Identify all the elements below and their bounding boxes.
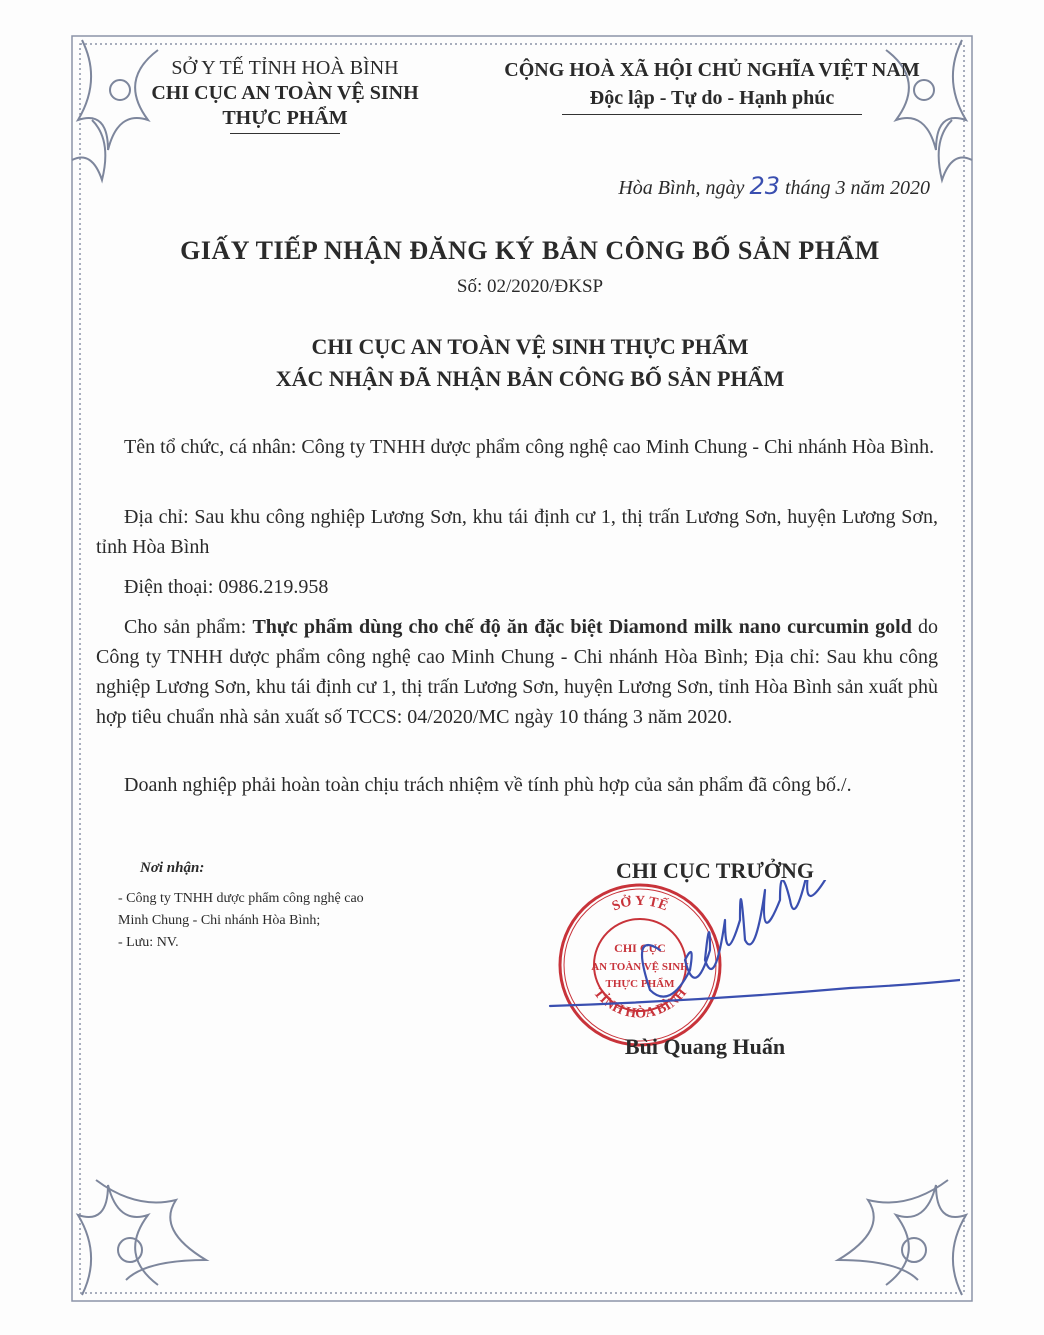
issuer-parent: SỞ Y TẾ TỈNH HOÀ BÌNH [171,57,399,79]
recipient-item: - Lưu: NV. [118,935,179,950]
stamp-center-line3: THỰC PHẨM [605,978,675,990]
product-name: Thực phẩm dùng cho chế độ ăn đặc biệt Diamond milk nano curcumin gold [252,616,912,638]
responsibility-text: Doanh nghiệp phải hoàn toàn chịu trách nhiệm về tính phù hợp của sản phẩm đã công bố./. [124,774,852,796]
product-details: do Công ty TNHH dược phẩm công nghệ cao Minh Chung - Chi nhánh Hòa Bình; Địa chỉ: Sau khu công nghiệp Lương Sơn, khu tái định cư 1, thị trấn Lương Sơn, huyện Lương Sơn, tỉnh Hòa Bình sản xuất phù hợp tiêu chuẩn nhà sản xuất số TCCS: 04/2020/MC ngày 10 tháng 3 năm 2020. [96,616,939,728]
recipient-item: Minh Chung - Chi nhánh Hòa Bình; [118,913,321,928]
corner-ornament-bottom-right [838,1180,966,1295]
motto: Độc lập - Tự do - Hạnh phúc [589,87,835,109]
issue-date [470,172,930,200]
issuer-name-line2: THỰC PHẨM [222,107,348,129]
responsibility-paragraph [96,770,938,800]
stamp-ring-top: SỞ Y TẾ [610,893,670,915]
national-motto-block [462,56,962,115]
date-prefix: Hòa Bình, ngày [618,177,745,199]
stamp-ring-bottom: TỈNH HÒA BÌNH [590,985,690,1022]
address-text: Địa chỉ: Sau khu công nghiệp Lương Sơn, khu tái định cư 1, thị trấn Lương Sơn, huyện Lương Sơn, tỉnh Hòa Bình [96,506,938,558]
org-paragraph [96,432,938,462]
issuer-block [120,56,450,134]
recipient-item: - Công ty TNHH dược phẩm công nghệ cao [118,891,364,906]
date-year: 2020 [890,177,930,199]
stamp-center-line1: CHI CỤC [614,941,666,955]
date-month-label: tháng [784,177,831,199]
corner-ornament-bottom-left [78,1180,206,1295]
date-year-label: năm [850,177,885,199]
date-day: 23 [749,172,780,200]
document-number: Số: 02/2020/ĐKSP [456,276,604,297]
issuer-underline [230,133,340,134]
phone-text: Điện thoại: 0986.219.958 [124,576,329,598]
product-prefix: Cho sản phẩm: [124,616,253,638]
handwritten-signature [540,880,960,1020]
authority-name: CHI CỤC AN TOÀN VỆ SINH THỰC PHẨM [311,334,749,359]
stamp-center-line2: AN TOÀN VỆ SINH [591,961,689,973]
issuer-name-line1: CHI CỤC AN TOÀN VỆ SINH [151,82,419,104]
date-month: 3 [835,177,846,199]
product-paragraph [96,612,938,732]
document-title: GIẤY TIẾP NHẬN ĐĂNG KÝ BẢN CÔNG BỐ SẢN PHẨM [180,236,880,265]
signer-title: CHI CỤC TRƯỞNG [615,858,814,883]
country-name: CỘNG HOÀ XÃ HỘI CHỦ NGHĨA VIỆT NAM [504,59,920,81]
confirmation-heading: XÁC NHẬN ĐÃ NHẬN BẢN CÔNG BỐ SẢN PHẨM [275,366,785,391]
org-text: Tên tổ chức, cá nhân: Công ty TNHH dược phẩm công nghệ cao Minh Chung - Chi nhánh Hòa Bình. [124,436,935,458]
motto-underline [562,114,862,115]
phone-paragraph [96,572,938,602]
address-paragraph [96,502,938,562]
signer-name: Bùi Quang Huấn [624,1034,786,1059]
recipients-title: Nơi nhận: [140,860,205,876]
